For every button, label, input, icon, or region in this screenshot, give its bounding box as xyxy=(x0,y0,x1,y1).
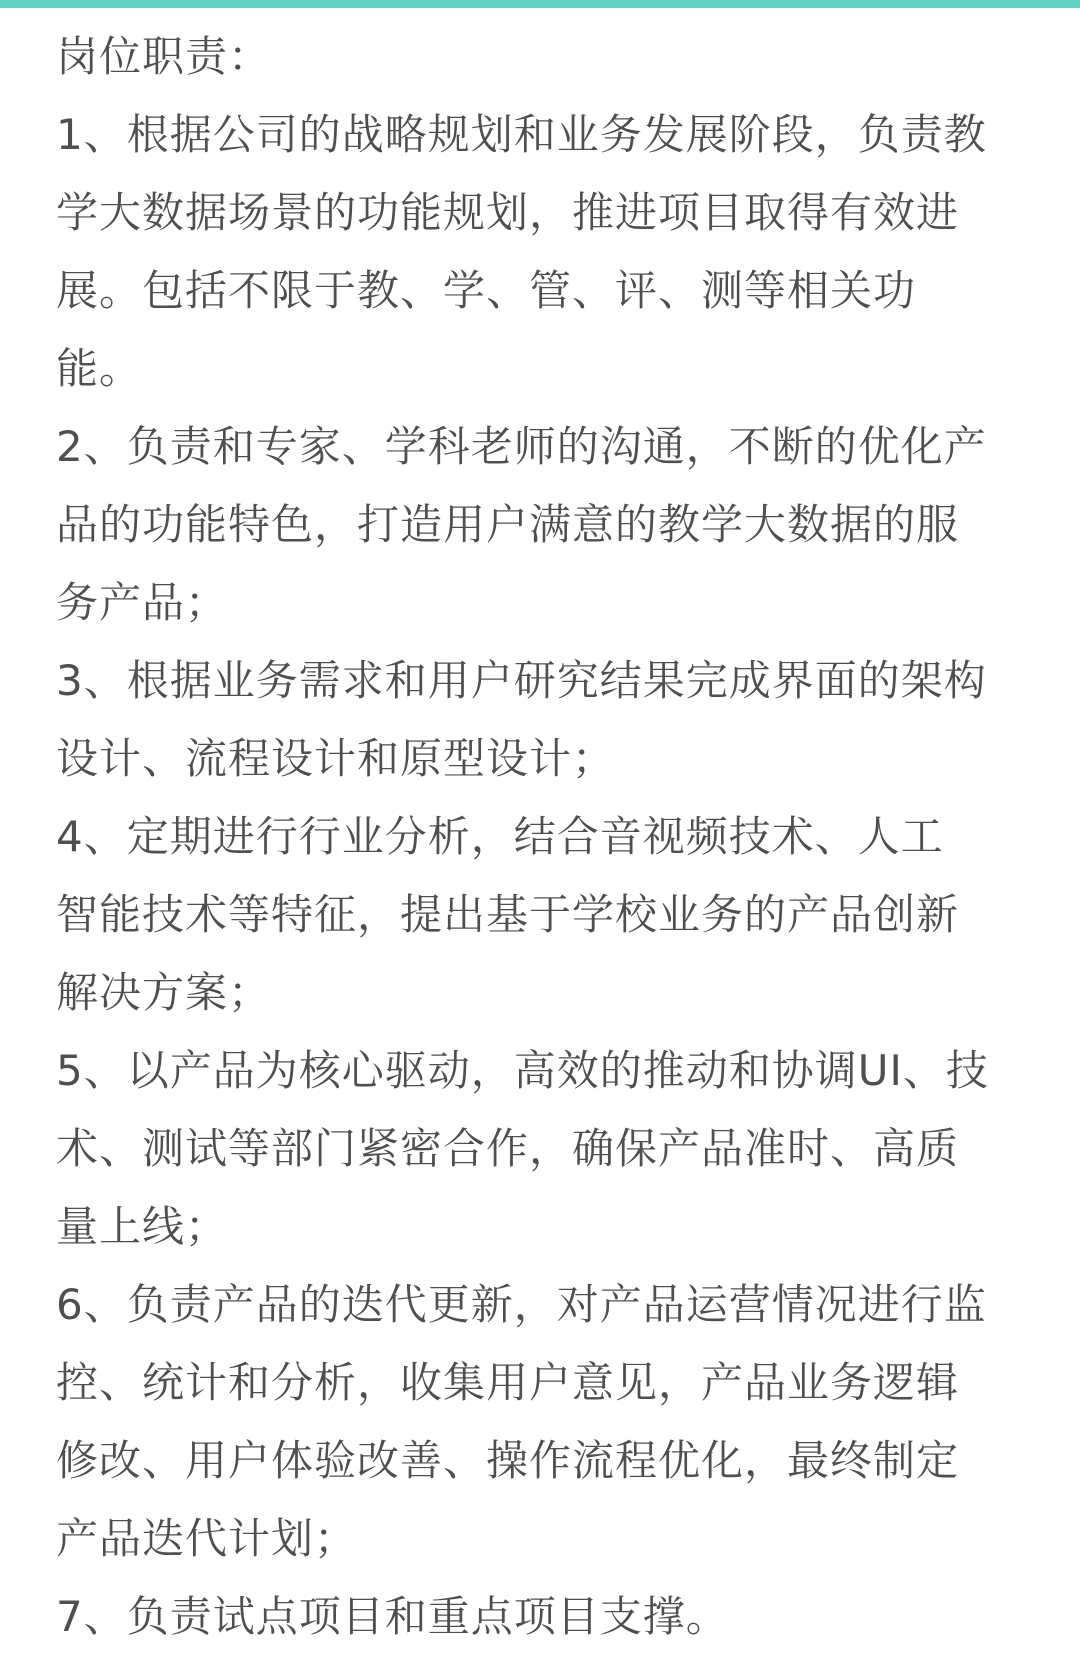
text-line: 能。 xyxy=(56,344,143,393)
section-heading: 岗位职责： xyxy=(56,32,272,81)
text-line: 解决方案； xyxy=(56,968,272,1017)
text-line: 展。包括不限于教、学、管、评、测等相关功 xyxy=(56,266,917,315)
text-line: 设计、流程设计和原型设计； xyxy=(56,734,616,783)
text-line: 智能技术等特征，提出基于学校业务的产品创新 xyxy=(56,890,960,939)
text-line: 6、负责产品的迭代更新，对产品运营情况进行监 xyxy=(56,1280,987,1329)
text-line: 产品迭代计划； xyxy=(56,1514,358,1563)
text-line: 2、负责和专家、学科老师的沟通，不断的优化产 xyxy=(56,422,987,471)
text-line: 学大数据场景的功能规划，推进项目取得有效进 xyxy=(56,188,960,237)
text-line: 控、统计和分析，收集用户意见，产品业务逻辑 xyxy=(56,1358,960,1407)
text-line: 品的功能特色，打造用户满意的教学大数据的服 xyxy=(56,500,960,549)
text-line: 3、根据业务需求和用户研究结果完成界面的架构 xyxy=(56,656,987,705)
job-responsibilities-text xyxy=(56,18,1036,1656)
text-line: 5、以产品为核心驱动，高效的推动和协调UI、技 xyxy=(56,1046,989,1095)
text-line: 术、测试等部门紧密合作，确保产品准时、高质 xyxy=(56,1124,960,1173)
text-line: 修改、用户体验改善、操作流程优化，最终制定 xyxy=(56,1436,960,1485)
text-line: 量上线； xyxy=(56,1202,229,1251)
top-accent-bar xyxy=(0,0,1080,8)
text-line: 7、负责试点项目和重点项目支撑。 xyxy=(56,1592,729,1641)
text-line: 1、根据公司的战略规划和业务发展阶段，负责教 xyxy=(56,110,987,159)
text-line: 务产品； xyxy=(56,578,229,627)
text-line: 4、定期进行行业分析，结合音视频技术、人工 xyxy=(56,812,944,861)
